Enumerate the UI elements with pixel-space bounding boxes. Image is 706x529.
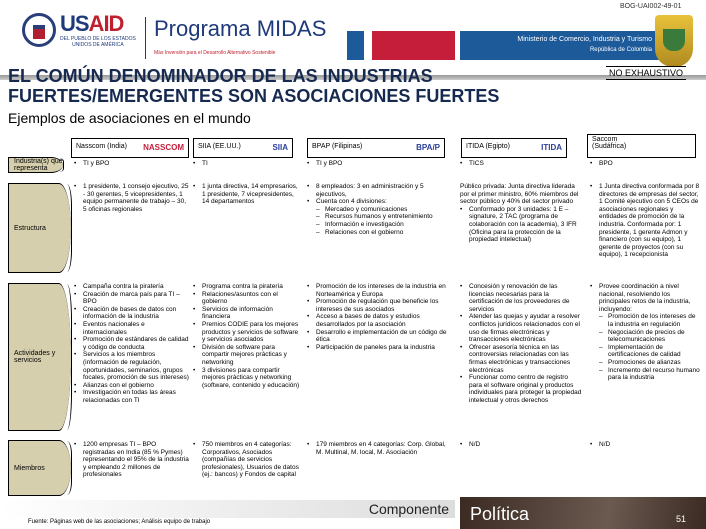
non-exhaustive-badge: NO EXHAUSTIVO <box>606 66 686 80</box>
midas-subtitle: Más Inversión para el Desarrollo Alternativo Sostenible <box>154 50 276 56</box>
column-header <box>307 138 445 158</box>
column-header <box>461 138 567 158</box>
list-item: • 3 divisiones para compartir mejores prácticas y networking (software, contenido y educación) <box>193 367 301 390</box>
list-item: • Cuenta con 4 divisiones: <box>307 198 447 206</box>
list-item: • TI <box>193 160 301 168</box>
politica-label: Política <box>470 504 530 524</box>
list-item: – Recursos humanos y entretenimiento <box>307 213 447 221</box>
list-item: • 8 empleados: 3 en administración y 5 ejecutivos, <box>307 183 447 198</box>
header-blue-block <box>347 31 364 60</box>
cell-activities <box>590 283 702 382</box>
list-item: – Mercadeo y comunicaciones <box>307 206 447 214</box>
list-item: • Funcionar como centro de registro para el software original y productos individuales para proteger la propiedad intelectual y otros derechos <box>460 374 582 404</box>
cell-activities <box>307 283 447 351</box>
cell-industry <box>590 160 702 168</box>
list-item: • BPO <box>590 160 702 168</box>
column-header <box>587 134 696 158</box>
list-item: • Premios CODIE para los mejores productos y servicios de software y servicios asociados <box>193 321 301 344</box>
list-item: • Conformado por 3 unidades: 1 E – signature, 2 TAC (programa de colaboración con la academia), 3 IFR (Oficina para la protección de la propiedad intelectual) <box>460 206 582 244</box>
cell-industry <box>307 160 447 168</box>
usaid-sub1: DEL PUEBLO DE LOS ESTADOS <box>60 36 136 42</box>
cell-activities <box>74 283 189 405</box>
list-item: – Incremento del recurso humano para la industria <box>590 367 702 382</box>
association-logo-icon: SIIA <box>272 143 288 152</box>
cell-structure <box>460 183 582 244</box>
list-item: • Alianzas con el gobierno <box>74 382 189 390</box>
colombia-coat-of-arms-icon <box>655 15 693 67</box>
column-header-label: ITIDA (Egipto) <box>466 143 510 150</box>
list-item: • Investigación en todas las áreas relacionadas con TI <box>74 389 189 404</box>
list-item: • 1 Junta directiva conformada por 8 directores de empresas del sector, 1 Comité ejecutivo con 5 CEOs de asociaciones regionales y entidades de promoción de la industria. Conformada por: 1 presidente, 1 gerente Admon y financiero (con su equipo), 1 gerente de proyectos (con su equipo), 1 recepcionista <box>590 183 702 259</box>
cell-structure <box>307 183 447 236</box>
list-item: • Programa contra la piratería <box>193 283 301 291</box>
document-id: BOG-UAI002-49-01 <box>620 3 682 10</box>
cell-structure <box>193 183 301 206</box>
column-header <box>193 138 293 158</box>
row-label-structure: Estructura <box>8 183 71 273</box>
column-header-label: Nasscom (India) <box>76 143 127 150</box>
list-item: • Creación de bases de datos con información de la industria <box>74 306 189 321</box>
list-item: – Promociones de alianzas <box>590 359 702 367</box>
list-item: • Relaciones/asuntos con el gobierno <box>193 291 301 306</box>
source-note: Fuente: Páginas web de las asociaciones; Análisis equipo de trabajo <box>28 519 211 525</box>
midas-logo <box>145 17 326 59</box>
list-item: • Promoción de los intereses de la industria en Norteamérica y Europa <box>307 283 447 298</box>
list-item: • Atender las quejas y ayudar a resolver conflictos jurídicos relacionados con el uso de firmas electrónicas y transacciones electrónicas <box>460 313 582 343</box>
list-item: • 179 miembros en 4 categorías: Corp. Global, M. Multinal, M. local, M. Asociación <box>307 441 447 456</box>
page-number: 51 <box>676 514 687 524</box>
column-header-label: Saccom (Sudáfrica) <box>592 136 627 150</box>
cell-activities <box>460 283 582 405</box>
association-logo-icon: NASSCOM <box>143 143 184 152</box>
list-item: • Creación de marca país para TI – BPO <box>74 291 189 306</box>
midas-title: Programa MIDAS <box>154 16 327 41</box>
cell-members <box>590 441 702 449</box>
list-item: Público privada: Junta directiva liderada por el primer ministro, 60% miembros del sector público y 40% del sector privado <box>460 183 579 206</box>
list-item: • N/D <box>590 441 702 449</box>
cell-members <box>74 441 189 479</box>
usaid-logo <box>22 12 136 48</box>
list-item: – Relaciones con el gobierno <box>307 229 447 237</box>
list-item: • Provee coordinación a nivel nacional, resolviendo los principales retos de la industria, incluyendo: <box>590 283 702 313</box>
republic-name: República de Colombia <box>589 47 652 53</box>
row-label-industry: Industria(s) que representa <box>8 157 63 173</box>
column-header-label: SIIA (EE.UU.) <box>198 143 241 150</box>
list-item: • Desarrollo e implementación de un código de ética <box>307 329 447 344</box>
list-item: • División de software para compartir mejores prácticas y networking <box>193 344 301 367</box>
association-logo-icon: ITIDA <box>541 143 562 152</box>
list-item: • Campaña contra la piratería <box>74 283 189 291</box>
list-item: • TI y BPO <box>307 160 447 168</box>
list-item: – Negociación de precios de telecomunicaciones <box>590 329 702 344</box>
component-bar: Componente <box>0 500 455 518</box>
cell-members <box>193 441 301 479</box>
usaid-sub2: UNIDOS DE AMÉRICA <box>72 42 124 48</box>
list-item: • TICS <box>460 160 582 168</box>
slide-title: EL COMÚN DENOMINADOR DE LAS INDUSTRIAS FUERTES/EMERGENTES SON ASOCIACIONES FUERTES <box>8 66 500 106</box>
list-item: • Servicios de información financiera <box>193 306 301 321</box>
list-item: • Acceso a bases de datos y estudios desarrollados por la asociación <box>307 313 447 328</box>
list-item: • 750 miembros en 4 categorías: Corporativos, Asociados (compañías de servicios profesionales), Usuarios de datos (ej.: bancos) y Fondos de capital <box>193 441 301 479</box>
row-label-activities: Actividades y servicios <box>8 283 71 431</box>
list-item: • 1 presidente, 1 consejo ejecutivo, 25 - 30 gerentes, 5 vicepresidentes, 1 equipo permanente de trabajo – 30, 5 oficinas regionales <box>74 183 189 213</box>
cell-industry <box>460 160 582 168</box>
list-item: • 1 junta directiva, 14 empresarios, 1 presidente, 7 vicepresidentes, 14 departamentos <box>193 183 301 206</box>
cell-structure <box>590 183 702 259</box>
list-item: • Eventos nacionales e internacionales <box>74 321 189 336</box>
cell-industry <box>74 160 189 168</box>
list-item: • 1200 empresas TI – BPO registradas en India (85 % Pymes) representando el 95% de la industria y empleando 2 millones de profesionales <box>74 441 189 479</box>
list-item: • Concesión y renovación de las licencias necesarias para la certificación de los proveedores de servicios <box>460 283 582 313</box>
association-logo-icon: BPA/P <box>416 143 440 152</box>
list-item: – Implementación de certificaciones de calidad <box>590 344 702 359</box>
list-item: – Promoción de los intereses de la industria en regulación <box>590 313 702 328</box>
cell-industry <box>193 160 301 168</box>
usaid-wordmark: USAID <box>60 12 136 36</box>
list-item: • Ofrecer asesoría técnica en las controversias relacionadas con las firmas electrónicas y transacciones electrónicas <box>460 344 582 374</box>
list-item: • Promoción de estándares de calidad y código de conducta <box>74 336 189 351</box>
header-red-block <box>372 31 455 60</box>
column-header-label: BPAP (Filipinas) <box>312 143 363 150</box>
cell-members <box>307 441 447 456</box>
list-item: • Promoción de regulación que beneficie los intereses de sus asociados <box>307 298 447 313</box>
ministry-banner <box>460 31 660 60</box>
column-header <box>71 138 189 158</box>
slide-subtitle: Ejemplos de asociaciones en el mundo <box>8 110 251 126</box>
list-item: • Servicios a los miembros (información de regulación, oportunidades, seminarios, grupos focales, promoción de sus intereses) <box>74 351 189 381</box>
list-item: • TI y BPO <box>74 160 189 168</box>
cell-structure <box>74 183 189 213</box>
list-item: • Participación de paneles para la industria <box>307 344 447 352</box>
cell-activities <box>193 283 301 389</box>
cell-members <box>460 441 582 449</box>
list-item: • N/D <box>460 441 582 449</box>
row-label-members: Miembros <box>8 440 71 496</box>
usaid-seal-icon <box>22 13 56 47</box>
ministry-name: Ministerio de Comercio, Industria y Turismo <box>517 36 652 43</box>
list-item: – Información e investigación <box>307 221 447 229</box>
